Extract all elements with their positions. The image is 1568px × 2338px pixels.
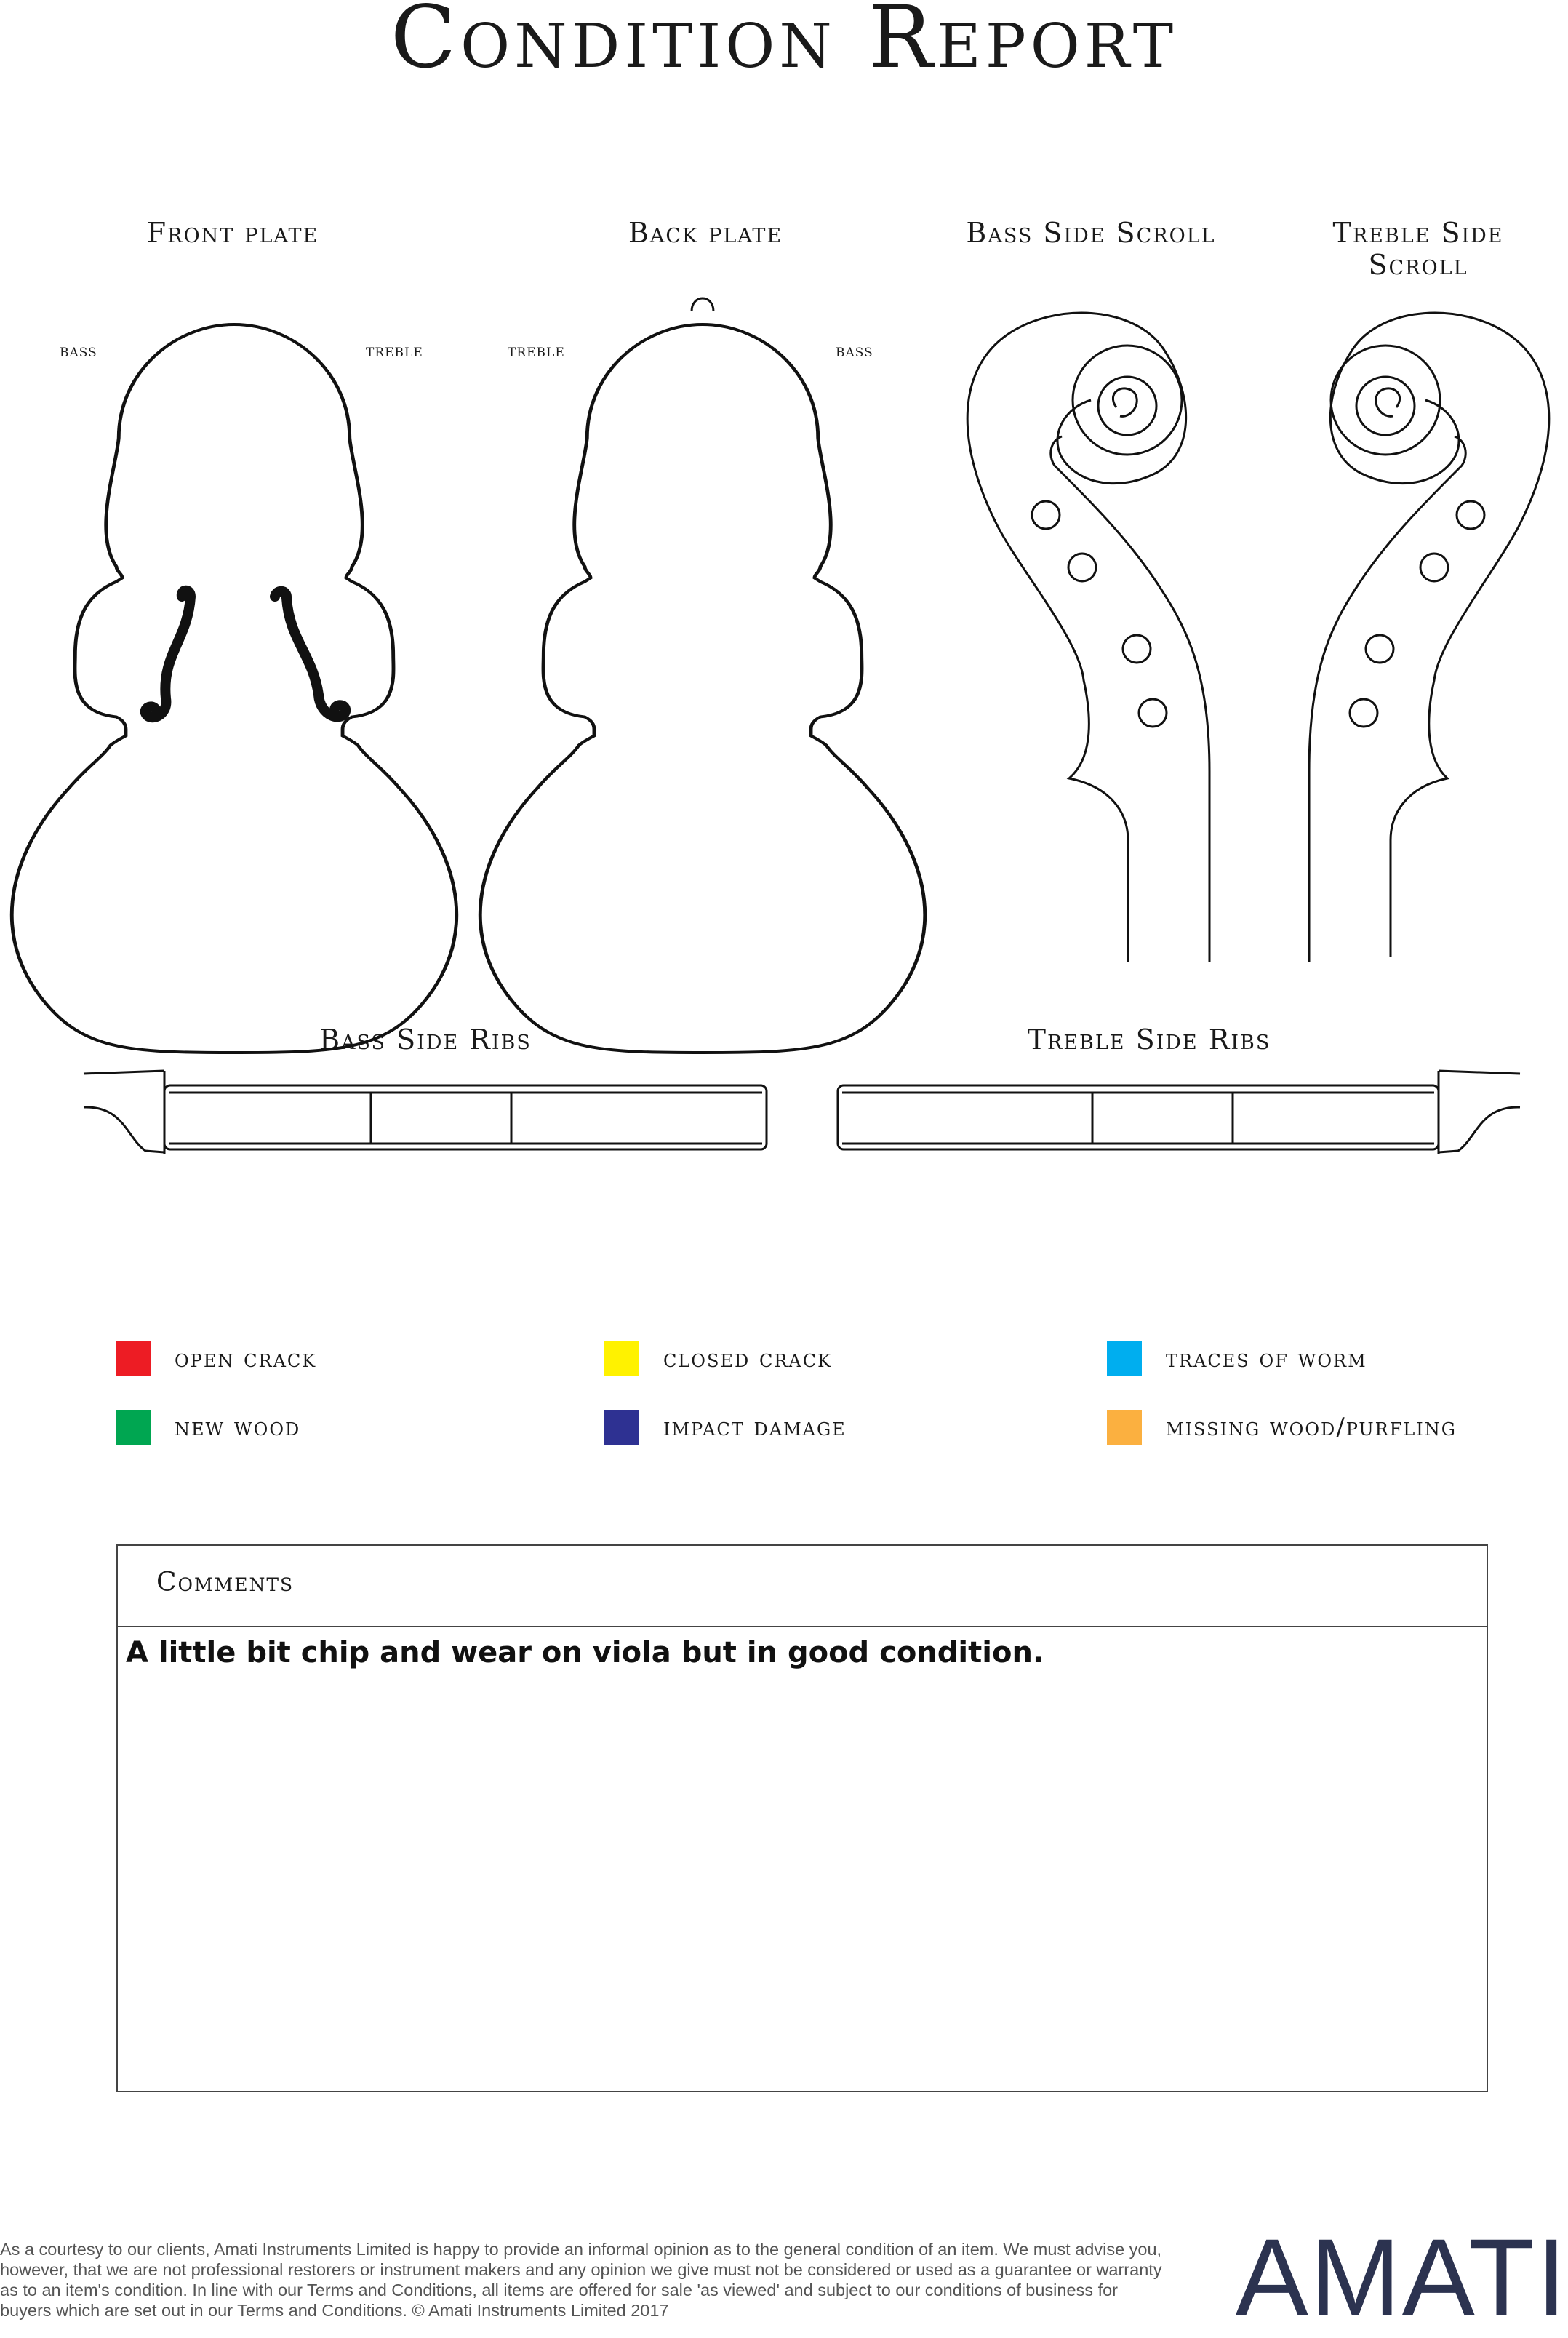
bass-side-scroll-label: Bass Side Scroll	[966, 217, 1216, 249]
disclaimer-text: As a courtesy to our clients, Amati Instruments Limited is happy to provide an informal opinion as to the general condition of an item. We must advise you, however, that we are not professional restorers or instrument makers and any opinion we give must not be considered or used as a guarantee or warranty as to an item's condition. In line with our Terms and Conditions, all items are offered for sale 'as viewed' and subject to our conditions of business for buyers which are set out in our Terms and Conditions. © Amati Instruments Limited 2017	[0, 2240, 1162, 2320]
comments-text: A little bit chip and wear on viola but in good condition.	[126, 1636, 1044, 1669]
front-treble-side-label: treble	[366, 340, 423, 361]
back-button	[692, 298, 713, 311]
legend-label: missing wood/purfling	[1166, 1413, 1457, 1442]
comments-box	[116, 1544, 1488, 2092]
back-bass-side-label: bass	[836, 340, 873, 361]
legend-missing-wood	[1107, 1409, 1457, 1445]
swatch-blue	[1107, 1341, 1142, 1376]
treble-side-scroll-outline	[1309, 313, 1549, 962]
page-title: Condition Report	[390, 0, 1178, 87]
legend-label: impact damage	[663, 1413, 847, 1442]
treble-side-ribs-outline	[838, 1071, 1520, 1154]
legend-impact-damage	[604, 1409, 847, 1445]
legend-new-wood	[116, 1409, 300, 1445]
swatch-yellow	[604, 1341, 639, 1376]
front-plate-label: Front plate	[146, 217, 319, 249]
legend-traces-of-worm	[1107, 1341, 1367, 1377]
swatch-orange	[1107, 1410, 1142, 1445]
comments-header	[118, 1546, 1487, 1627]
back-plate-label: Back plate	[628, 217, 783, 249]
front-plate-outline	[12, 324, 456, 1053]
f-hole-right	[275, 591, 345, 717]
swatch-green	[116, 1410, 151, 1445]
f-hole-left	[145, 591, 191, 717]
back-plate-outline	[480, 298, 924, 1053]
bass-side-scroll-outline	[967, 313, 1209, 962]
bass-side-ribs-outline	[84, 1071, 767, 1154]
legend-label: new wood	[175, 1413, 301, 1442]
legend-open-crack	[116, 1341, 316, 1377]
amati-logo: AMATI	[1235, 2216, 1568, 2338]
front-bass-side-label: bass	[60, 340, 97, 361]
comments-label: Comments	[156, 1568, 295, 1597]
bass-side-ribs-label: Bass Side Ribs	[319, 1024, 532, 1056]
treble-side-ribs-label: Treble Side Ribs	[1027, 1024, 1271, 1056]
treble-side-scroll-label: Treble Side Scroll	[1332, 217, 1504, 281]
legend-label: closed crack	[663, 1344, 833, 1373]
swatch-red	[116, 1341, 151, 1376]
back-treble-side-label: treble	[508, 340, 565, 361]
legend-closed-crack	[604, 1341, 832, 1377]
legend-label: traces of worm	[1166, 1344, 1367, 1373]
swatch-indigo	[604, 1410, 639, 1445]
legend-label: open crack	[175, 1344, 317, 1373]
